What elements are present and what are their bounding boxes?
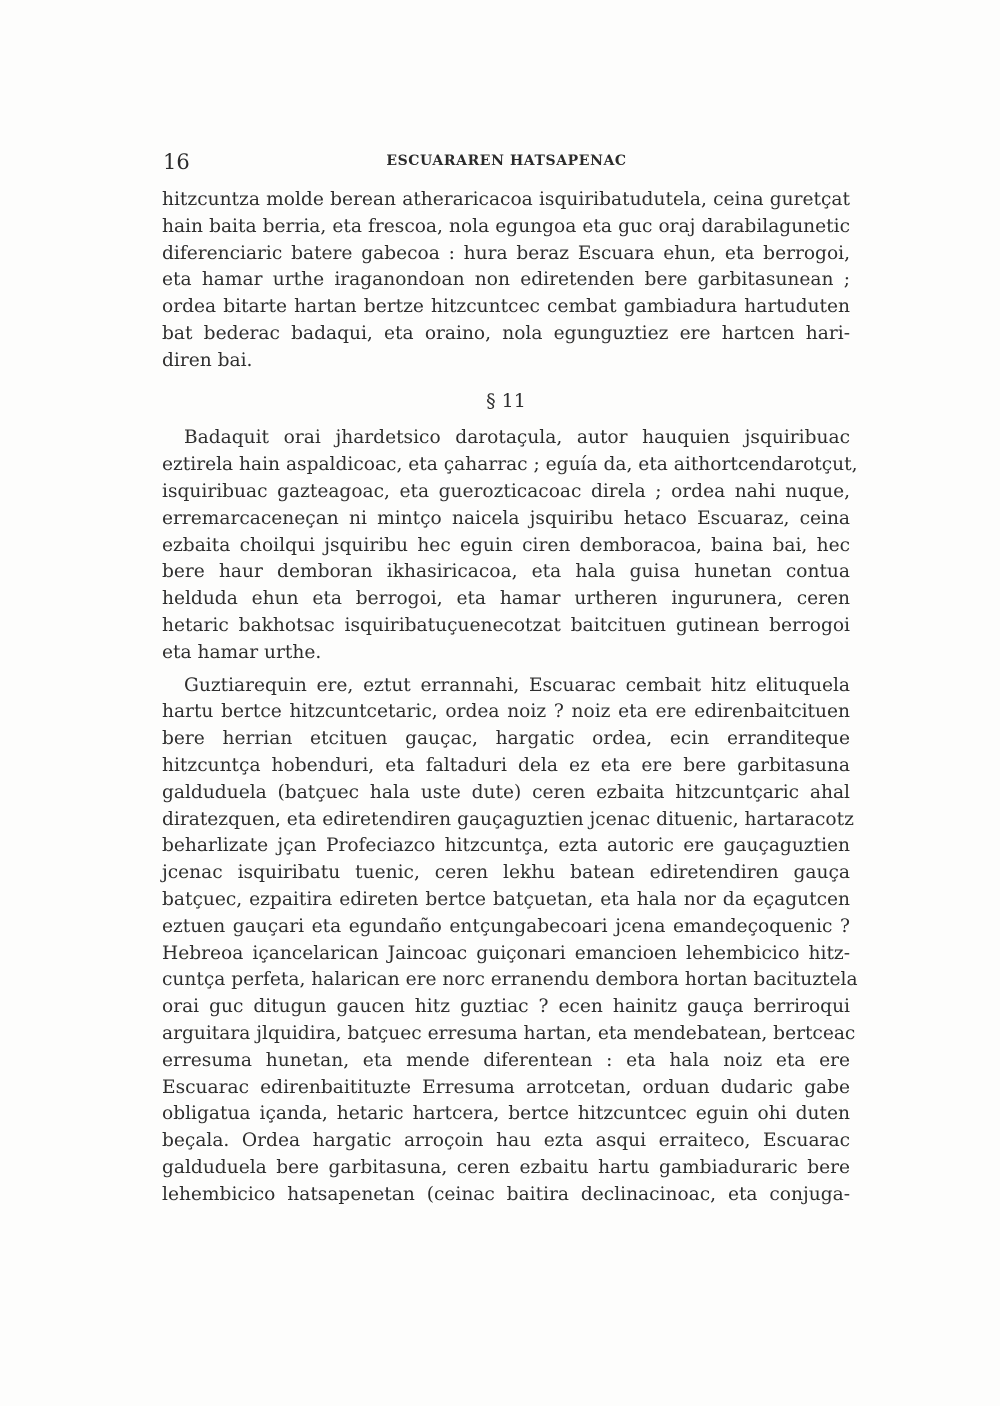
text-line: bere haur demboran ikhasiricacoa, eta hala guisa hunetan contua	[162, 561, 850, 583]
text-line: eta hamar urthe iraganondoan non ediretenden bere garbitasunean ;	[162, 269, 850, 291]
text-line: erremarcaceneçan ni mintço naicela jsquiribu hetaco Escuaraz, ceina	[162, 507, 850, 529]
text-line: diferenciaric batere gabecoa : hura beraz Escuara ehun, eta berrogoi,	[162, 242, 850, 264]
text-line: Escuarac edirenbaitituzte Erresuma arrotcetan, orduan dudaric gabe	[162, 1076, 850, 1098]
text-line: cuntça perfeta, halarican ere norc erranendu dembora hortan bacituztela	[162, 969, 858, 991]
text-line: erresuma hunetan, eta mende diferentean : eta hala noiz eta ere	[162, 1049, 850, 1071]
page-number: 16	[163, 150, 190, 174]
text-line: beharlizate jçan Profeciazco hitzcuntça, ezta autoric ere gauçaguztien	[162, 835, 850, 857]
text-line: hitzcuntza molde berean atheraricacoa isquiribatudutela, ceina guretçat	[162, 189, 850, 210]
text-line: batçuec, ezpaitira edireten bertce batçuetan, eta hala nor da eçagutcen	[162, 888, 850, 910]
text-line: isquiribuac gazteagoac, eta guerozticacoac direla ; ordea nahi nuque,	[162, 480, 850, 502]
text-line: galduduela bere garbitasuna, ceren ezbaitu hartu gambiaduraric bere	[162, 1156, 850, 1178]
running-head: ESCUARAREN HATSAPENAC	[386, 153, 627, 169]
text-line: helduda ehun eta berrogoi, eta hamar urtheren ingurunera, ceren	[162, 588, 850, 610]
text-line: diren bai.	[162, 349, 253, 371]
text-line: obligatua içanda, hetaric hartcera, bertce hitzcuntcec eguin ohi duten	[162, 1103, 850, 1125]
text-line: hartu bertce hitzcuntcetaric, ordea noiz ? noiz eta ere edirenbaitcituen	[162, 701, 850, 723]
paragraph-2	[162, 425, 858, 666]
text-line: eta hamar urthe.	[162, 641, 322, 663]
text-line: bere herrian etcituen gauçac, hargatic ordea, ecin erranditeque	[162, 728, 850, 750]
text-line: hetaric bakhotsac isquiribatuçuenecotzat baitcituen gutinean berrogoi	[162, 614, 850, 636]
text-line: hitzcuntça hobenduri, eta faltaduri dela ez eta ere bere garbitasuna	[162, 754, 850, 776]
paragraph-3	[162, 673, 858, 1209]
text-line: galduduela (batçuec hala uste dute) ceren ezbaita hitzcuntçaric ahal	[162, 781, 850, 803]
text-line: Badaquit orai jhardetsico darotaçula, autor hauquien jsquiribuac	[184, 427, 850, 449]
text-line: diratezquen, eta ediretendiren gauçaguztien jcenac dituenic, hartaracotz	[162, 808, 854, 830]
text-line: hain baita berria, eta frescoa, nola egungoa eta guc oraj darabilagunetic	[162, 215, 850, 237]
text-line: eztuen gauçari eta egundaño entçungabecoari jcena emandeçoquenic ?	[162, 915, 850, 937]
text-line: lehembicico hatsapenetan (ceinac baitira declinacinoac, eta conjuga-	[162, 1183, 850, 1205]
text-line: ezbaita choilqui jsquiribu hec eguin ciren demboracoa, baina bai, hec	[162, 534, 850, 556]
text-line: orai guc ditugun gaucen hitz guztiac ? ecen hainitz gauça berriroqui	[162, 996, 850, 1018]
text-line: beçala. Ordea hargatic arroçoin hau ezta asqui erraiteco, Escuarac	[162, 1130, 850, 1152]
text-line: ordea bitarte hartan bertze hitzcuntcec cembat gambiadura hartuduten	[162, 296, 850, 318]
text-line: bat bederac badaqui, eta oraino, nola egunguztiez ere hartcen hari-	[162, 322, 850, 344]
paragraph-1	[162, 187, 850, 375]
section-heading: § 11	[486, 389, 526, 412]
text-line: jcenac isquiribatu tuenic, ceren lekhu batean ediretendiren gauça	[162, 862, 850, 884]
text-line: eztirela hain aspaldicoac, eta çaharrac ; eguía da, eta aithortcendarotçut,	[162, 454, 858, 476]
body-text	[162, 187, 858, 1208]
text-line: Guztiarequin ere, eztut errannahi, Escuarac cembait hitz elituquela	[184, 674, 850, 696]
text-line: Hebreoa içancelarican Jaincoac guiçonari emancioen lehembicico hitz-	[162, 942, 850, 964]
page-header	[163, 150, 850, 176]
text-line: arguitara jlquidira, batçuec erresuma hartan, eta mendebatean, bertceac	[162, 1022, 856, 1044]
